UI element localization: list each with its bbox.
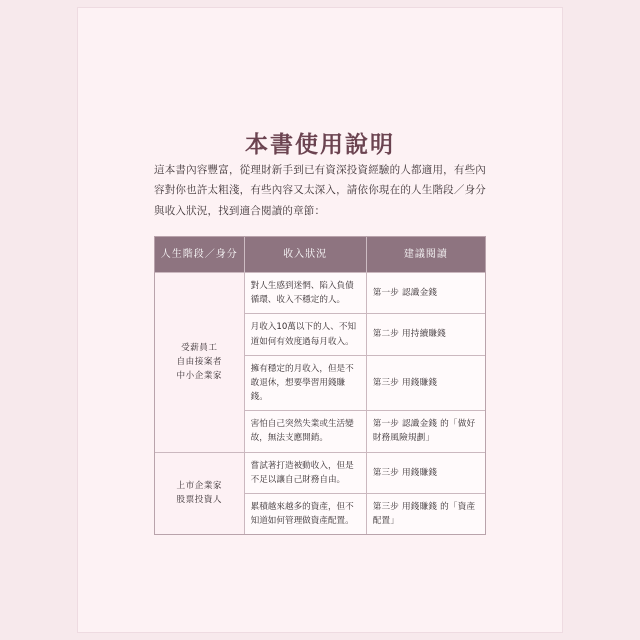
table-body [155, 273, 485, 535]
column-header-stage-line1: 人生階段／身分 [160, 249, 238, 260]
reading-cell: 第三步 用錢賺錢 [366, 355, 485, 411]
stage-line: 自由接案者 [176, 357, 223, 368]
column-header-income: 收入狀況 [244, 237, 366, 273]
stage-line: 股票投資人 [176, 495, 223, 506]
reading-cell: 第三步 用錢賺錢 的「資產配置」 [366, 493, 485, 534]
stage-line: 受薪員工 [181, 343, 218, 354]
reading-cell: 第一步 認識金錢 [366, 273, 485, 314]
income-cell: 害怕自己突然失業或生活變故，無法支應開銷。 [244, 411, 366, 452]
table-header-row [155, 237, 485, 273]
stage-line: 上市企業家 [176, 481, 223, 492]
guide-table [155, 237, 485, 534]
income-cell: 月收入10萬以下的人、不知道如何有效度過每月收入。 [244, 314, 366, 355]
reading-cell: 第一步 認識金錢 的「做好財務風險規劃」 [366, 411, 485, 452]
document-page [78, 8, 562, 632]
income-cell: 嘗試著打造被動收入，但是不足以讓自己財務自由。 [244, 452, 366, 493]
page-title: 本書使用說明 [245, 131, 395, 158]
table-row [155, 452, 485, 493]
reading-cell: 第三步 用錢賺錢 [366, 452, 485, 493]
stage-cell-group-2 [155, 452, 244, 534]
guide-table-wrapper [154, 236, 486, 535]
intro-paragraph: 這本書內容豐富，從理財新手到已有資深投資經驗的人都適用，有些內容對你也許太粗淺，有些內容又太深入，請依你現在的人生階段／身分與收入狀況，找到適合閱讀的章節： [154, 164, 486, 217]
table-row [155, 273, 485, 314]
stage-cell-group-1 [155, 273, 244, 453]
income-cell: 擁有穩定的月收入，但是不敢退休，想要學習用錢賺錢。 [244, 355, 366, 411]
column-header-reading: 建議閱讀 [366, 237, 485, 273]
page-content [78, 8, 562, 632]
column-header-stage [155, 237, 244, 273]
income-cell: 累積越來越多的資產，但不知道如何管理做資產配置。 [244, 493, 366, 534]
reading-cell: 第二步 用持續賺錢 [366, 314, 485, 355]
table-header [155, 237, 485, 273]
stage-line: 中小企業家 [176, 371, 223, 382]
income-cell: 對人生感到迷惘、陷入負債循環、收入不穩定的人。 [244, 273, 366, 314]
